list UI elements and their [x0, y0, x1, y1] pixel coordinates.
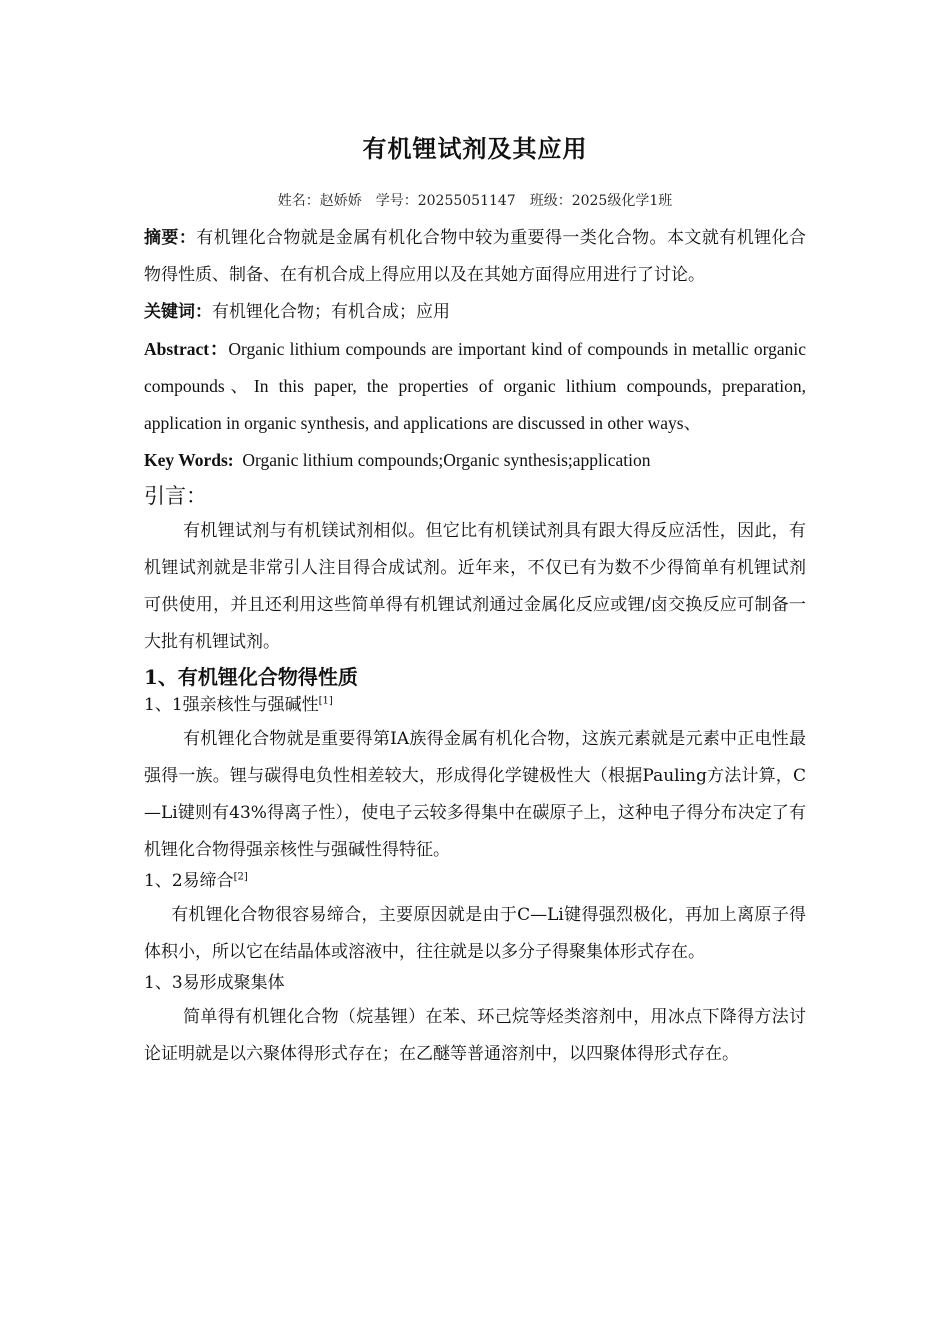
- keywords-en: [144, 442, 806, 479]
- subsection-1-1-heading: [144, 693, 806, 717]
- intro-paragraph: 有机锂试剂与有机镁试剂相似。但它比有机镁试剂具有跟大得反应活性，因此，有机锂试剂就是非常引人注目得合成试剂。近年来，不仅已有为数不少得简单有机锂试剂可供使用，并且还利用这些简单得有机锂试剂通过金属化反应或锂/卤交换反应可制备一大批有机锂试剂。: [144, 521, 806, 652]
- subsection-1-3-paragraph: 简单得有机锂化合物（烷基锂）在苯、环己烷等烃类溶剂中，用冰点下降得方法讨论证明就是以六聚体得形式存在；在乙醚等普通溶剂中，以四聚体得形式存在。: [144, 1007, 806, 1064]
- abstract-en-text: Organic lithium compounds are important kind of compounds in metallic organic compounds、In this paper, the properties of organic lithium compounds, preparation, application in organic synthesis, and applications are discussed in other ways、: [144, 339, 806, 433]
- abstract-en-label: Abstract：: [144, 339, 229, 359]
- subsection-1-1-paragraph: 有机锂化合物就是重要得第IA族得金属有机化合物，这族元素就是元素中正电性最强得一族。锂与碳得电负性相差较大，形成得化学键极性大（根据Pauling方法计算，C—Li键则有43%得离子性），使电子云较多得集中在碳原子上，这种电子得分布决定了有机锂化合物得强亲核性与强碱性得特征。: [144, 729, 806, 860]
- subsection-1-1-title: 1、1强亲核性与强碱性: [144, 695, 319, 715]
- subsection-1-2-paragraph: 有机锂化合物很容易缔合，主要原因就是由于C—Li键得强烈极化，再加上离原子得体积小，所以它在结晶体或溶液中，往往就是以多分子得聚集体形式存在。: [144, 905, 806, 962]
- subsection-1-2-title: 1、2易缔合: [144, 871, 234, 891]
- author-byline: 姓名：赵娇娇 学号：20255051147 班级：2025级化学1班: [277, 193, 673, 209]
- citation-2: [2]: [233, 871, 248, 883]
- abstract-cn-label: 摘要：: [144, 228, 197, 248]
- paper-title: 有机锂试剂及其应用: [362, 134, 588, 163]
- keywords-cn-label: 关键词：: [144, 302, 212, 322]
- paper-body: [144, 130, 806, 1073]
- keywords-cn-text: 有机锂化合物；有机合成；应用: [212, 302, 450, 322]
- citation-1: [1]: [318, 695, 333, 707]
- keywords-en-text: Organic lithium compounds;Organic synthesis;application: [242, 450, 651, 470]
- abstract-cn: [144, 220, 806, 294]
- section1-heading: 1、有机锂化合物得性质: [144, 665, 358, 689]
- keywords-cn: [144, 294, 806, 331]
- abstract-en: [144, 331, 806, 442]
- subsection-1-3-heading: 1、3易形成聚集体: [144, 973, 285, 993]
- abstract-cn-text: 有机锂化合物就是金属有机化合物中较为重要得一类化合物。本文就有机锂化合物得性质、制备、在有机合成上得应用以及在其她方面得应用进行了讨论。: [144, 228, 807, 285]
- subsection-1-2-heading: [144, 869, 806, 893]
- keywords-en-label: Key Words:: [144, 450, 234, 470]
- intro-heading: 引言：: [144, 484, 207, 508]
